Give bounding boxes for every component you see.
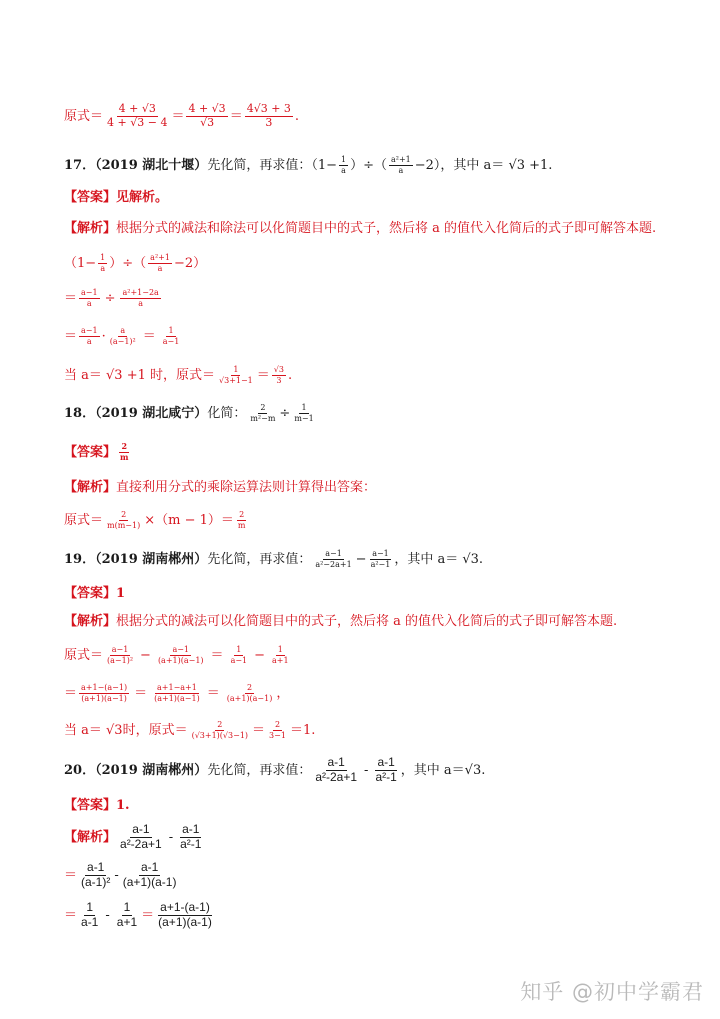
- fraction: $\frac{a-1}{\text{(a-1)²}}$: [81, 859, 111, 889]
- question-19: 19．（2019 湖南郴州） 先化简，再求值： $\frac{a-1}{\text{a²−2a+1}}$ − $\frac{a-1}{\text{a²−1}}$ ，其中 a＝ √3.: [64, 549, 484, 569]
- analysis-18: 【解析】 直接利用分式的乘除运算法则计算得出答案：: [64, 479, 377, 495]
- analysis-20: 【解析】 $\frac{a-1}{\text{a²-2a+1}}$ - $\frac{a-1}{\text{a²-1}}$: [64, 821, 202, 851]
- answer-18: 【答案】 $\frac{2}{m}$: [64, 441, 129, 462]
- fraction: $\frac{a-1}{\text{a²-2a+1}}$: [315, 754, 358, 784]
- fraction: $\frac{a-1}{\text{(a−1)²}}$: [107, 645, 134, 665]
- fraction: $\frac{\text{a²+1−2a}}{a}$: [122, 288, 159, 308]
- fraction: $\frac{1}{a-1}$: [162, 326, 180, 346]
- fraction: $\frac{√3}{3}$: [273, 365, 284, 385]
- question-18: 18．（2019 湖北咸宁） 化简： $\frac{2}{\text{m²−m}}$ ÷ $\frac{1}{m-1}$: [64, 403, 314, 423]
- fraction: $\frac{a+1-(a-1)}{(a+1)(a-1)}$: [158, 899, 212, 929]
- fraction: $\frac{1}{a}$: [100, 253, 106, 273]
- fraction: $\frac{1}{m-1}$: [294, 403, 314, 423]
- fraction: $\frac{4 + √3}{4 + √3 - 4}$: [107, 101, 168, 129]
- fraction: $\frac{1}{√3+1-1}$: [219, 365, 253, 385]
- fraction: $\frac{a-1}{\text{a²-2a+1}}$: [120, 821, 162, 851]
- fraction: $\frac{a-1}{\text{a²-1}}$: [180, 821, 202, 851]
- step-20b: ＝ $\frac{a-1}{\text{(a-1)²}}$ - $\frac{a-1}{(a+1)(a-1)}$: [64, 859, 177, 889]
- answer-17: 【答案】 见解析。: [64, 189, 169, 205]
- fraction: $\frac{1}{a-1}$: [230, 645, 248, 665]
- fraction: $\frac{a+1-a+1}{(a+1)(a-1)}$: [154, 683, 200, 703]
- step-19a: 原式＝ $\frac{a-1}{\text{(a−1)²}}$ − $\frac{a-1}{(a+1)(a-1)}$ ＝ $\frac{1}{a-1}$ − $\frac{1}{a+1}$: [64, 645, 289, 665]
- analysis-17: 【解析】 根据分式的减法和除法可以化简题目中的式子，然后将 a 的值代入化简后的式子即可解答本题.: [64, 220, 657, 236]
- fraction: $\frac{2}{m(m-1)}$: [107, 510, 141, 530]
- fraction: $\frac{a-1}{(a+1)(a-1)}$: [122, 859, 177, 889]
- fraction: $\frac{4 + √3}{√3}$: [188, 101, 226, 129]
- question-20: 20．（2019 湖南郴州） 先化简，再求值： $\frac{a-1}{\text{a²-2a+1}}$ - $\frac{a-1}{\text{a²-1}}$ ，其中 a＝√3.: [64, 754, 486, 784]
- fraction: $\frac{a-1}{\text{a²−2a+1}}$: [315, 549, 352, 569]
- fraction: $\frac{2}{m}$: [120, 441, 129, 462]
- fraction: $\frac{\text{a²+1}}{a}$: [150, 253, 170, 273]
- fraction: $\frac{1}{a}$: [340, 155, 347, 175]
- fraction: $\frac{a-1}{(a+1)(a-1)}$: [157, 645, 204, 665]
- fraction: $\frac{a-1}{a}$: [81, 288, 98, 308]
- fraction: $\frac{2}{(a+1)(a-1)}$: [226, 683, 273, 703]
- fraction: $\frac{a+1-(a-1)}{(a+1)(a-1)}$: [81, 683, 128, 703]
- fraction: $\frac{1}{a-1}$: [81, 899, 99, 929]
- answer-19: 【答案】 1: [64, 585, 126, 601]
- fraction: $\frac{a}{\text{(a−1)²}}$: [109, 326, 136, 346]
- fraction: $\frac{4√3 + 3}{3}$: [246, 101, 291, 129]
- question-17: 17．（2019 湖北十堰） 先化简，再求值：（1− $\frac{1}{a}$ ）÷（ $\frac{\text{a²+1}}{a}$ −2），其中 a＝ √3 +1.: [64, 155, 553, 175]
- fraction: $\frac{2}{\text{m²−m}}$: [250, 403, 276, 423]
- answer-20: 【答案】 1.: [64, 797, 130, 813]
- step-17a: （1− $\frac{1}{a}$ ）÷（ $\frac{\text{a²+1}}{a}$ −2）: [64, 253, 207, 273]
- fraction: $\frac{1}{a+1}$: [116, 899, 138, 929]
- fraction: $\frac{a-1}{\text{a²−1}}$: [370, 549, 391, 569]
- fraction: $\frac{2}{3-1}$: [269, 720, 286, 740]
- fraction: $\frac{1}{a+1}$: [272, 645, 289, 665]
- fraction: $\frac{a-1}{\text{a²-1}}$: [375, 754, 397, 784]
- step-19c: 当 a＝ √3时，原式＝ $\frac{2}{(√3+1)(√3-1)}$ ＝ $\frac{2}{3-1}$ ＝1.: [64, 720, 316, 740]
- fraction: $\frac{a-1}{a}$: [81, 326, 98, 346]
- step-17b: ＝ $\frac{a-1}{a}$ ÷ $\frac{\text{a²+1−2a}}{a}$: [64, 288, 159, 308]
- fraction: $\frac{2}{(√3+1)(√3-1)}$: [191, 720, 249, 740]
- step-18: 原式＝ $\frac{2}{m(m-1)}$ ×（m − 1）＝ $\frac{2}{m}$: [64, 510, 246, 530]
- watermark: 知乎 @初中学霸君: [520, 980, 704, 1004]
- step-19b: ＝ $\frac{a+1-(a-1)}{(a+1)(a-1)}$ ＝ $\frac{a+1-a+1}{(a+1)(a-1)}$ ＝ $\frac{2}{(a+1)(a-1)}$ ，: [64, 683, 290, 703]
- step-20c: ＝ $\frac{1}{a-1}$ - $\frac{1}{a+1}$ ＝ $\frac{a+1-(a-1)}{(a+1)(a-1)}$: [64, 899, 212, 929]
- step-17c: ＝ $\frac{a-1}{a}$ · $\frac{a}{\text{(a−1)²}}$ ＝ $\frac{1}{a-1}$: [64, 326, 180, 346]
- fraction: $\frac{\text{a²+1}}{a}$: [390, 155, 411, 175]
- fraction: $\frac{2}{m}$: [237, 510, 246, 530]
- step-17d: 当 a＝ √3 +1 时，原式＝ $\frac{1}{√3+1-1}$ ＝ $\frac{√3}{3}$ .: [64, 365, 293, 385]
- solution-line-16: 原式＝ $\frac{4 + √3}{4 + √3 - 4}$ ＝ $\frac{4 + √3}{√3}$ ＝ $\frac{4√3 + 3}{3}$ .: [64, 101, 300, 129]
- analysis-19: 【解析】 根据分式的减法可以化简题目中的式子，然后将 a 的值代入化简后的式子即可解答本题.: [64, 613, 618, 629]
